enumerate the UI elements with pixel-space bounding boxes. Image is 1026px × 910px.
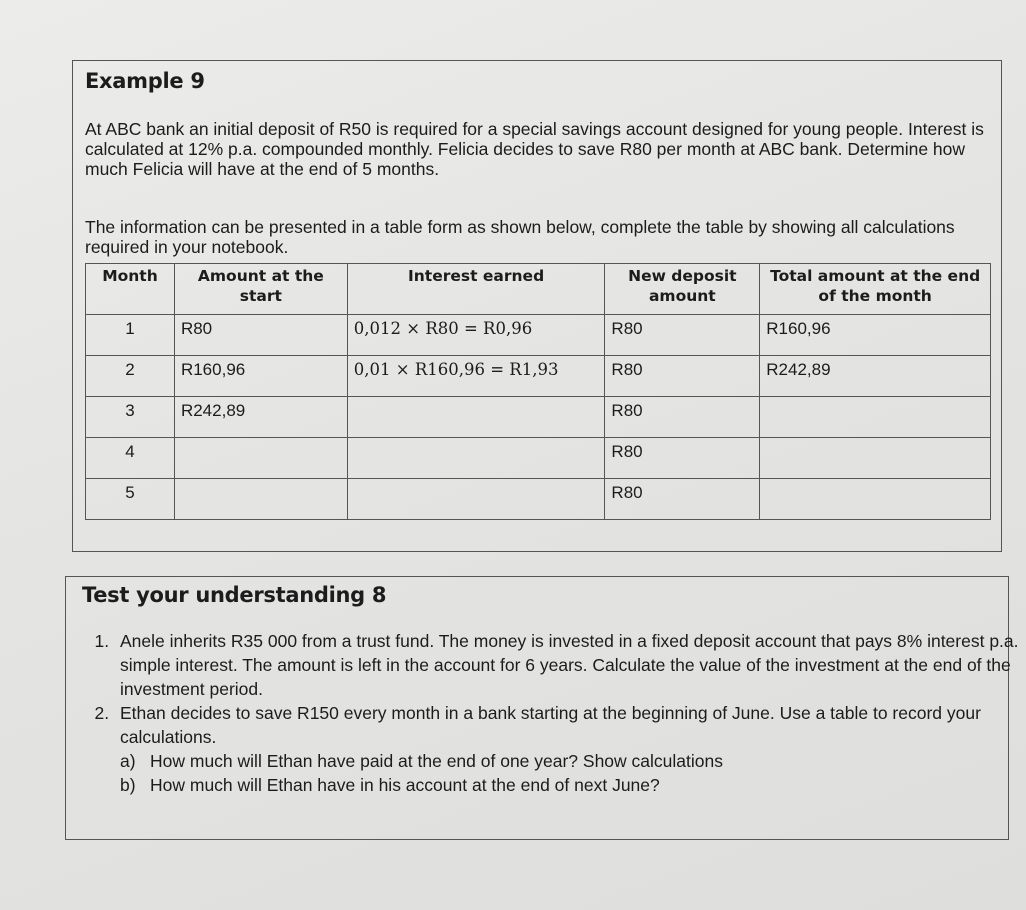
question-2-subparts <box>120 749 1026 797</box>
cell-deposit: R80 <box>605 397 760 438</box>
test-title: Test your understanding 8 <box>82 583 387 607</box>
cell-amount-start: R242,89 <box>174 397 347 438</box>
cell-month: 1 <box>86 315 175 356</box>
header-new-deposit: New deposit amount <box>605 264 760 315</box>
cell-amount-start: R80 <box>174 315 347 356</box>
question-2b-marker: b) <box>120 775 136 795</box>
question-1-text: Anele inherits R35 000 from a trust fund. The money is invested in a fixed deposit account that pays 8% interest p.a. simple interest. The amount is left in the account for 6 years. Calculate the value of the investment at the end of the investment period. <box>120 631 1019 699</box>
table-row <box>86 479 991 520</box>
table-row <box>86 438 991 479</box>
cell-deposit: R80 <box>605 438 760 479</box>
question-2-text: Ethan decides to save R150 every month in a bank starting at the beginning of June. Use a table to record your calculations. <box>120 703 981 747</box>
question-2a-text: How much will Ethan have paid at the end of one year? Show calculations <box>150 751 723 771</box>
cell-interest: 0,01 × R160,96 = R1,93 <box>347 356 605 397</box>
question-2b-text: How much will Ethan have in his account at the end of next June? <box>150 775 660 795</box>
cell-amount-start <box>174 479 347 520</box>
question-2 <box>114 701 1026 797</box>
cell-interest <box>347 438 605 479</box>
header-month: Month <box>86 264 175 315</box>
cell-month: 3 <box>86 397 175 438</box>
header-interest-earned: Interest earned <box>347 264 605 315</box>
cell-total: R242,89 <box>760 356 991 397</box>
question-list <box>80 629 1026 797</box>
cell-deposit: R80 <box>605 356 760 397</box>
example-title: Example 9 <box>85 69 205 93</box>
cell-amount-start: R160,96 <box>174 356 347 397</box>
test-understanding-box <box>65 576 1019 840</box>
table-row <box>86 397 991 438</box>
question-1 <box>114 629 1026 701</box>
cell-month: 5 <box>86 479 175 520</box>
example-9-box <box>72 60 1002 552</box>
header-amount-start: Amount at the start <box>174 264 347 315</box>
question-2a <box>120 749 1026 773</box>
cell-interest <box>347 397 605 438</box>
cell-total: R160,96 <box>760 315 991 356</box>
table-header-row <box>86 264 991 315</box>
cell-month: 2 <box>86 356 175 397</box>
question-2b <box>120 773 1026 797</box>
cell-total <box>760 397 991 438</box>
table-row <box>86 356 991 397</box>
savings-table <box>85 263 991 520</box>
example-intro-paragraph: At ABC bank an initial deposit of R50 is required for a special savings account designed for young people. Interest is calculated at 12% p.a. compounded monthly. Felicia decides to save R80 per month at ABC bank. Determine how much Felicia will have at the end of 5 months. <box>85 119 984 179</box>
cell-total <box>760 479 991 520</box>
cell-total <box>760 438 991 479</box>
cell-month: 4 <box>86 438 175 479</box>
cell-deposit: R80 <box>605 315 760 356</box>
question-2a-marker: a) <box>120 751 136 771</box>
example-info-paragraph: The information can be presented in a table form as shown below, complete the table by showing all calculations required in your notebook. <box>85 217 955 257</box>
cell-interest <box>347 479 605 520</box>
header-total-end: Total amount at the end of the month <box>760 264 991 315</box>
cell-amount-start <box>174 438 347 479</box>
cell-interest: 0,012 × R80 = R0,96 <box>347 315 605 356</box>
cell-deposit: R80 <box>605 479 760 520</box>
table-row <box>86 315 991 356</box>
